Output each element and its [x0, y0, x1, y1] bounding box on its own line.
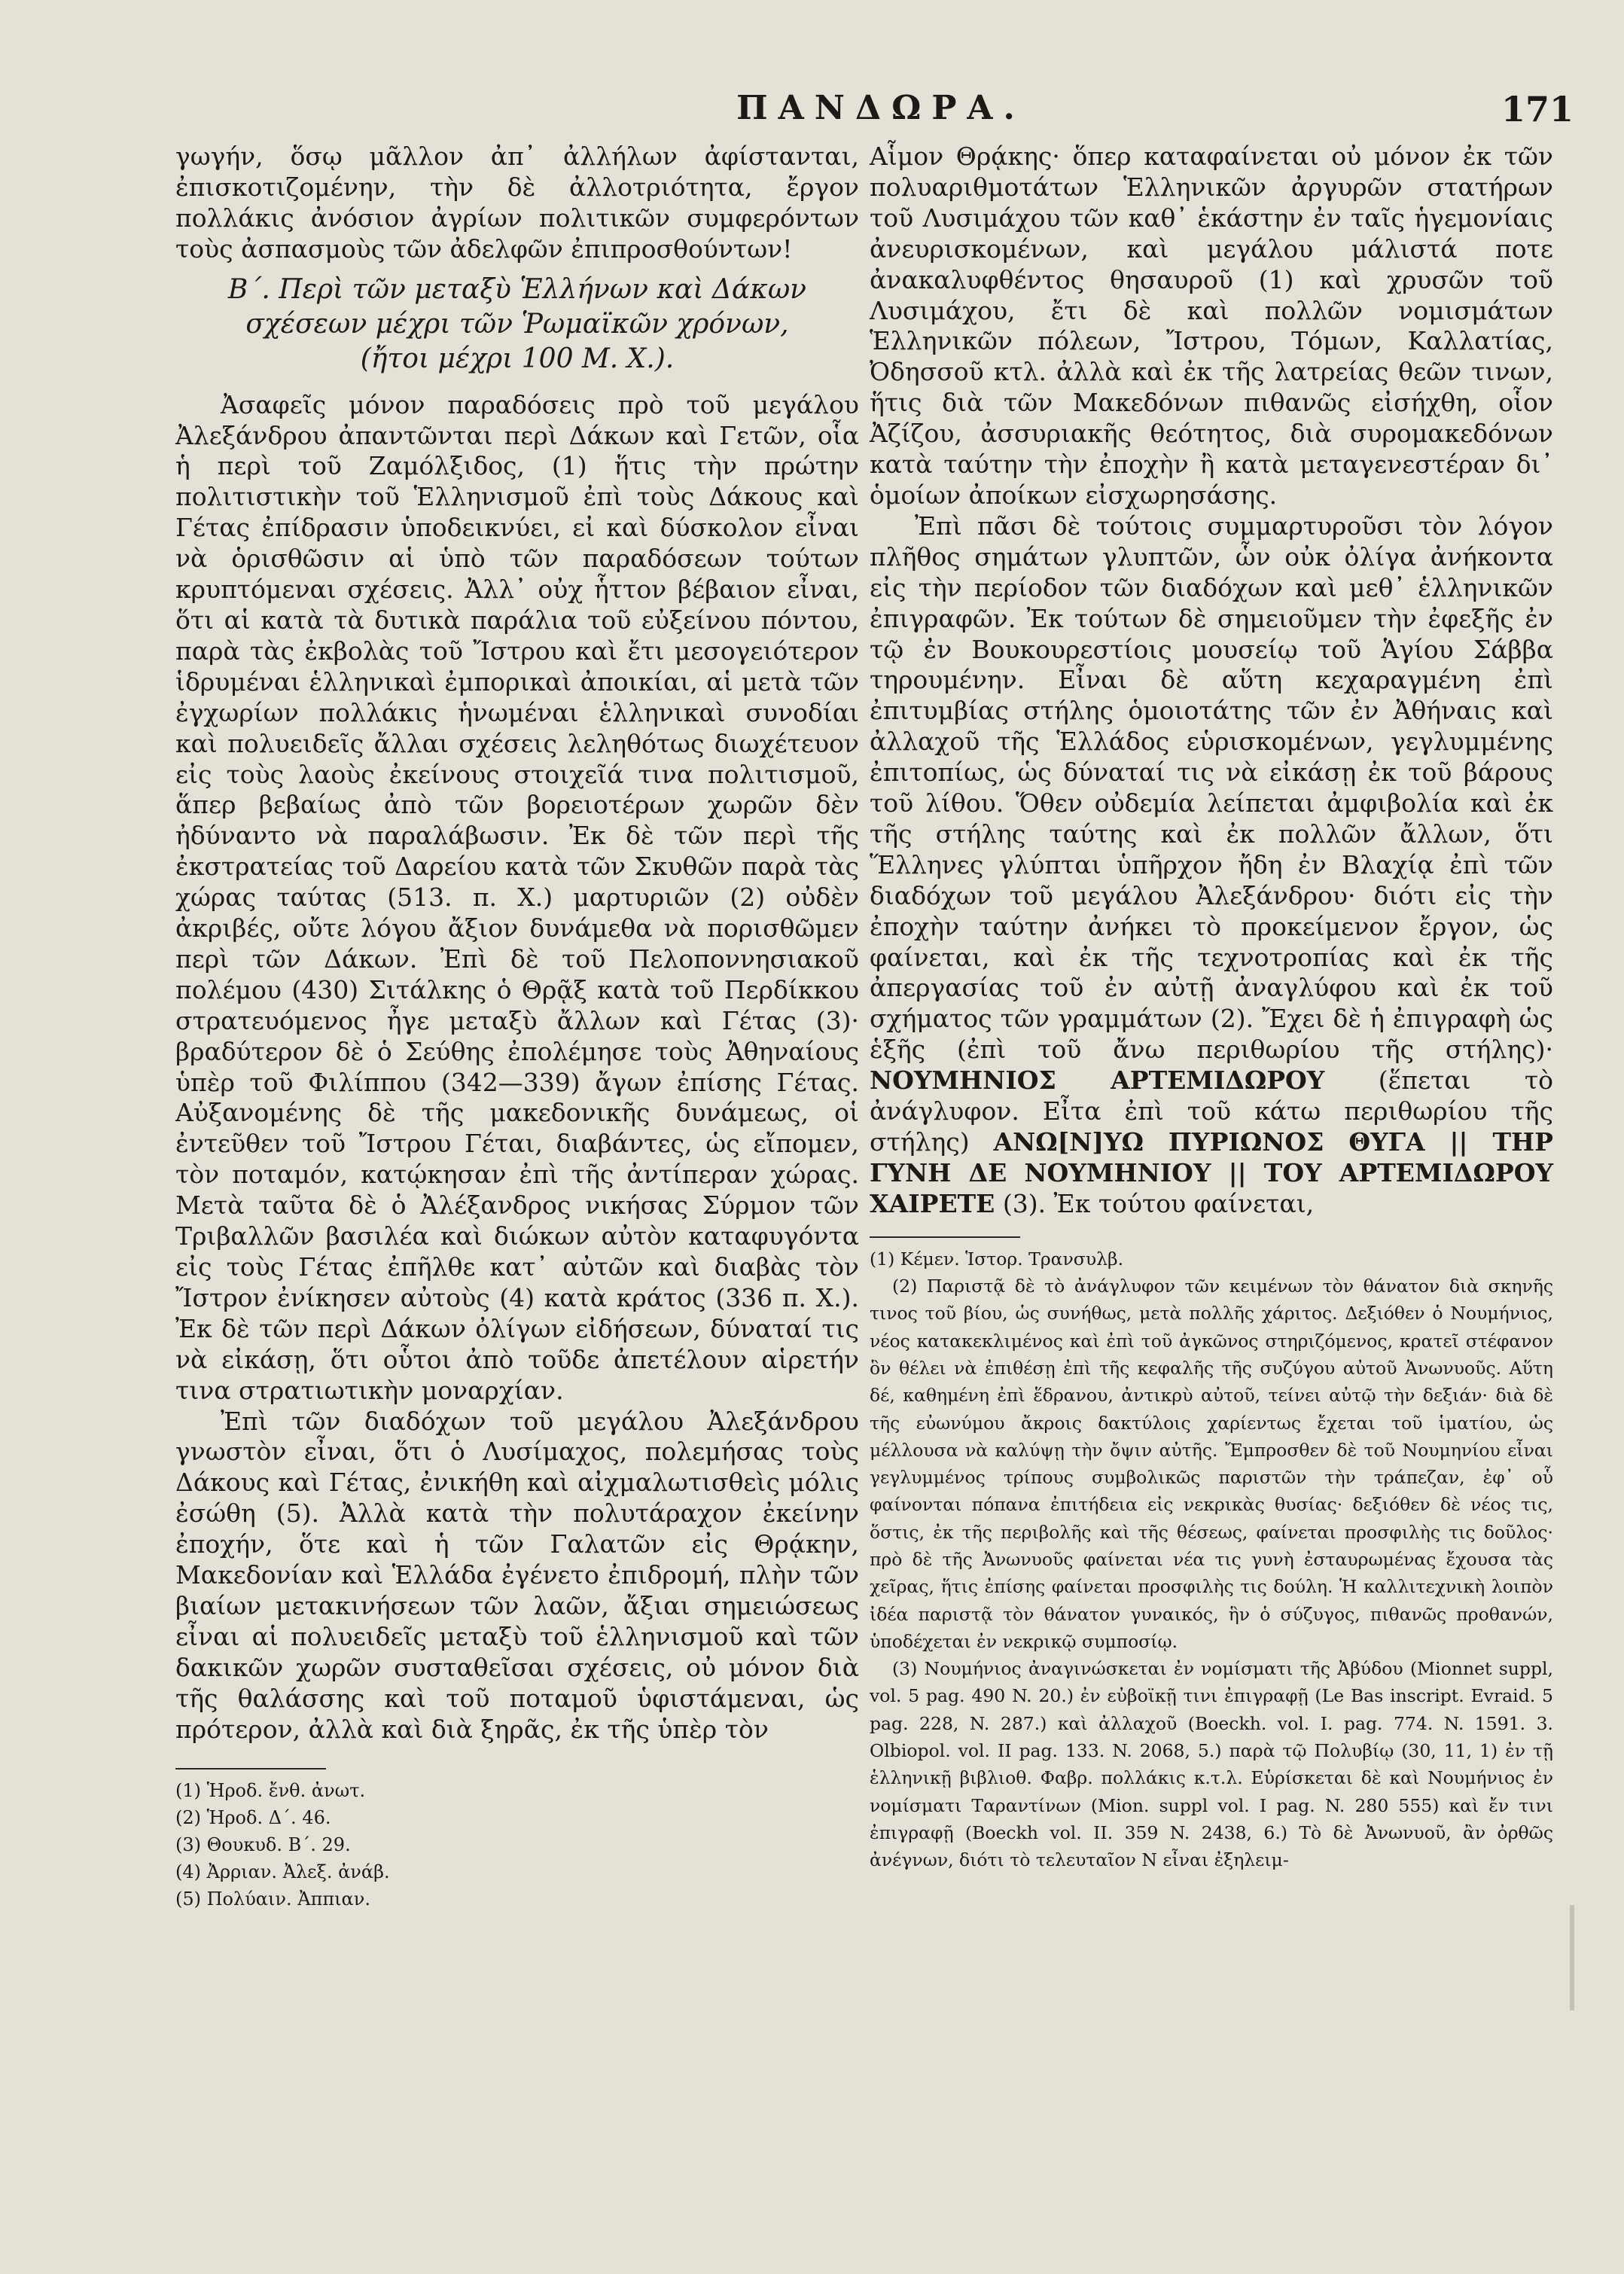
- left-column: [175, 142, 859, 1913]
- section-heading: [175, 273, 859, 376]
- page-header: [181, 89, 1581, 134]
- right-column: [870, 142, 1553, 1874]
- footnote: (5) Πολύαιν. Ἀππιαν.: [175, 1888, 370, 1910]
- paragraph-text: (ἕπεται τὸ ἀνάγλυφον. Εἶτα ἐπὶ τοῦ κάτω περιθωρίου τῆς στήλης): [870, 1065, 1553, 1157]
- section-heading-line-1: Β΄. Περὶ τῶν μεταξὺ Ἑλλήνων καὶ Δάκων: [227, 273, 807, 305]
- footnote: (4) Ἀρριαν. Ἀλεξ. ἀνάβ.: [175, 1861, 390, 1882]
- footnote: (3) Θουκυδ. Β΄. 29.: [175, 1834, 351, 1855]
- footnote: (2) Ἡροδ. Δ΄. 46.: [175, 1806, 331, 1828]
- section-heading-line-3: (ἤτοι μέχρι 100 Μ. Χ.).: [360, 343, 675, 374]
- paragraph-text: (3). Ἐκ τούτου φαίνεται,: [1002, 1188, 1315, 1218]
- page-number: 171: [1501, 89, 1574, 130]
- intro-paragraph: γωγήν, ὅσῳ μᾶλλον ἀπ᾽ ἀλλήλων ἀφίστανται, ἐπισκοτιζομένην, τὴν δὲ ἀλλοτριότητα, ἔργον πολλάκις ἀνόσιον ἀγρίων πολιτικῶν συμφερόντων τοὺς ἀσπασμοὺς τῶν ἀδελφῶν ἐπιπροσθούντων!: [175, 142, 859, 264]
- footnote: (1) Κέμεν. Ἱστορ. Τρανσυλβ.: [870, 1248, 1124, 1270]
- footnote-divider: [175, 1768, 326, 1770]
- body-paragraph: Αἷμον Θρᾴκης· ὅπερ καταφαίνεται οὐ μόνον ἐκ τῶν πολυαριθμοτάτων Ἑλληνικῶν ἀργυρῶν στατήρων τοῦ Λυσιμάχου τῶν καθ᾽ ἑκάστην ἐν ταῖς ἡγεμονίαις ἀνευρισκομένων, καὶ μεγάλου μάλιστά ποτε ἀνακαλυφθέντος θησαυροῦ (1) καὶ χρυσῶν τοῦ Λυσιμάχου, ἔτι δὲ καὶ πολλῶν νομισμάτων Ἑλληνικῶν πόλεων, Ἴστρου, Τόμων, Καλλατίας, Ὀδησσοῦ κτλ. ἀλλὰ καὶ ἐκ τῆς λατρείας θεῶν τινων, ἥτις διὰ τῶν Μακεδόνων πιθανῶς εἰσήχθη, οἷον Ἀζίζου, ἀσσυριακῆς θεότητος, διὰ συρομακεδόνων κατὰ ταύτην τὴν ἐποχὴν ἢ κατὰ μεταγενεστέραν δι᾽ ὁμοίων ἀποίκων εἰσχωρησάσης.: [870, 142, 1553, 510]
- section-heading-line-2: σχέσεων μέχρι τῶν Ῥωμαϊκῶν χρόνων,: [245, 308, 789, 340]
- scan-artifact: [1570, 1905, 1574, 2010]
- inscription-upper: ΝΟΥΜΗΝΙΟΣ ΑΡΤΕΜΙΔΩΡΟΥ: [870, 1065, 1325, 1096]
- footnotes-left: [175, 1777, 859, 1913]
- paragraph-text: Ἐπὶ πᾶσι δὲ τούτοις συμμαρτυροῦσι τὸν λόγον πλῆθος σημάτων γλυπτῶν, ὧν οὐκ ὀλίγα ἀνήκοντα εἰς τὴν περίοδον τῶν διαδόχων καὶ μεθ᾽ ἑλληνικῶν ἐπιγραφῶν. Ἐκ τούτων δὲ σημειοῦμεν τὴν ἐφεξῆς ἐν τῷ ἐν Βουκουρεστίοις μουσείῳ τοῦ Ἁγίου Σάββα τηρουμένην. Εἶναι δὲ αὕτη κεχαραγμένη ἐπὶ ἐπιτυμβίας στήλης ὁμοιοτάτης τῶν ἐν Ἀθήναις καὶ ἀλλαχοῦ τῆς Ἑλλάδος εὑρισκομένων, γεγλυμμένης ἐπιτοπίως, ὡς δύναταί τις νὰ εἰκάσῃ ἐκ τοῦ βάρους τοῦ λίθου. Ὅθεν οὐδεμία λείπεται ἀμφιβολία καὶ ἐκ τῆς στήλης ταύτης καὶ ἐκ πολλῶν ἄλλων, ὅτι Ἕλληνες γλύπται ὑπῆρχον ἤδη ἐν Βλαχίᾳ ἐπὶ τῶν διαδόχων τοῦ μεγάλου Ἀλεξάνδρου· διότι εἰς τὴν ἐποχὴν ταύτην ἀνήκει τὸ προκείμενον ἔργον, ὡς φαίνεται, καὶ ἐκ τῆς τεχνοτροπίας καὶ ἐκ τῆς ἀπεργασίας τοῦ ἐν αὐτῇ ἀναγλύφου καὶ ἐκ τοῦ σχήματος τῶν γραμμάτων (2). Ἔχει δὲ ἡ ἐπιγραφὴ ὡς ἑξῆς (ἐπὶ τοῦ ἄνω περιθωρίου τῆς στήλης)·: [870, 511, 1553, 1065]
- body-paragraph: Ἀσαφεῖς μόνον παραδόσεις πρὸ τοῦ μεγάλου Ἀλεξάνδρου ἀπαντῶνται περὶ Δάκων καὶ Γετῶν, οἷα ἡ περὶ τοῦ Ζαμόλξιδος, (1) ἥτις τὴν πρώτην πολιτιστικὴν τοῦ Ἑλληνισμοῦ ἐπὶ τοὺς Δάκους καὶ Γέτας ἐπίδρασιν ὑποδεικνύει, εἰ καὶ δύσκολον εἶναι νὰ ὁρισθῶσιν αἱ ὑπὸ τῶν παραδόσεων τούτων κρυπτόμεναι σχέσεις. Ἀλλ᾽ οὐχ ἧττον βέβαιον εἶναι, ὅτι αἱ κατὰ τὰ δυτικὰ παράλια τοῦ εὐξείνου πόντου, παρὰ τὰς ἐκβολὰς τοῦ Ἴστρου καὶ ἔτι μεσογειότερον ἱδρυμέναι ἑλληνικαὶ ἐμπορικαὶ ἀποικίαι, αἱ μετὰ τῶν ἐγχωρίων πολλάκις ἡνωμέναι ἑλληνικαὶ συνοδίαι καὶ πολυειδεῖς ἄλλαι σχέσεις λεληθότως διωχέτευον εἰς τοὺς λαοὺς ἐκείνους στοιχεῖά τινα πολιτισμοῦ, ἅπερ βεβαίως ἀπὸ τῶν βορειοτέρων χωρῶν δὲν ἠδύναντο νὰ παραλάβωσιν. Ἐκ δὲ τῶν περὶ τῆς ἐκστρατείας τοῦ Δαρείου κατὰ τῶν Σκυθῶν παρὰ τὰς χώρας ταύτας (513. π. Χ.) μαρτυριῶν (2) οὐδὲν ἀκριβές, οὔτε λόγου ἄξιον δυνάμεθα νὰ πορισθῶμεν περὶ τῶν Δάκων. Ἐπὶ δὲ τοῦ Πελοποννησιακοῦ πολέμου (430) Σιτάλκης ὁ Θρᾷξ κατὰ τοῦ Περδίκκου στρατευόμενος ἦγε μεταξὺ ἄλλων καὶ Γέτας (3)· βραδύτερον δὲ ὁ Σεύθης ἐπολέμησε τοὺς Ἀθηναίους ὑπὲρ τοῦ Φιλίππου (342—339) ἄγων ἐπίσης Γέτας. Αὐξανομένης δὲ τῆς μακεδονικῆς δυνάμεως, οἱ ἐντεῦθεν τοῦ Ἴστρου Γέται, διαβάντες, ὡς εἴπομεν, τὸν ποταμόν, κατῴκησαν ἐπὶ τῆς ἀντίπεραν χώρας. Μετὰ ταῦτα δὲ ὁ Ἀλέξανδρος νικήσας Σύρμον τῶν Τριβαλλῶν βασιλέα καὶ διώκων αὐτὸν καταφυγόντα εἰς τοὺς Γέτας ἐπῆλθε κατ᾽ αὐτῶν καὶ διαβὰς τὸν Ἴστρον ἐνίκησεν αὐτοὺς (4) κατὰ κράτος (336 π. Χ.). Ἐκ δὲ τῶν περὶ Δάκων ὀλίγων εἰδήσεων, δύναταί τις νὰ εἰκάσῃ, ὅτι οὗτοι ἀπὸ τοῦδε ἀπετέλουν αἱρετήν τινα στρατιωτικὴν μοναρχίαν.: [175, 389, 859, 1405]
- footnote-divider: [870, 1236, 1020, 1238]
- inscription-lower: ΑΝΩ[Ν]ΥΩ ΠΥΡΙΩΝΟΣ ΘΥΓΑ || ΤΗΡ ΓΥΝΗ ΔΕ ΝΟΥΜΗΝΙΟΥ || ΤΟΥ ΑΡΤΕΜΙΔΩΡΟΥ ΧΑΙΡΕΤΕ: [870, 1127, 1553, 1218]
- running-title: ΠΑΝΔΩΡΑ.: [736, 89, 1025, 127]
- footnotes-right: [870, 1245, 1553, 1874]
- footnote: (2) Παριστᾷ δὲ τὸ ἀνάγλυφον τῶν κειμένων τὸν θάνατον διὰ σκηνῆς τινος τοῦ βίου, ὡς συνήθως, μετὰ πολλῆς χάριτος. Δεξιόθεν ὁ Νουμήνιος, νέος κατακεκλιμένος καὶ ἐπὶ τοῦ ἀγκῶνος στηριζόμενος, κρατεῖ στέφανον ὃν θέλει νὰ ἐπιθέσῃ ἐπὶ τῆς κεφαλῆς τῆς συζύγου αὐτοῦ Ἀνωνυοῦς. Αὕτη δέ, καθημένη ἐπὶ ἕδρανου, ἀντικρὺ αὐτοῦ, τείνει αὐτῷ τὴν δεξιάν· διὰ δὲ τῆς εὐωνύμου ἄκροις δακτύλοις χαρίεντως ἔχεται τοῦ ἱματίου, ὡς μέλλουσα νὰ καλύψῃ τὴν ὄψιν αὐτῆς. Ἔμπροσθεν δὲ τοῦ Νουμηνίου εἶναι γεγλυμμένος τρίπους συμβολικῶς παριστῶν τὴν τράπεζαν, ἐφ᾽ οὗ φαίνονται πόπανα ἐπιτήδεια εἰς νεκρικὰς θυσίας· δεξιόθεν δὲ νέος τις, ὅστις, ἐκ τῆς περιβολῆς καὶ τῆς θέσεως, φαίνεται προσφιλὴς τις δοῦλος· πρὸ δὲ τῆς Ἀνωνυοῦς φαίνεται νέα τις γυνὴ ἐσταυρωμένας ἔχουσα τὰς χεῖρας, ἥτις ἐπίσης φαίνεται προσφιλὴς τις δούλη. Ἡ καλλιτεχνικὴ λοιπὸν ἰδέα παριστᾷ τὸν θάνατον γυναικός, ἣν ὁ σύζυγος, πιθανῶς προθανών, ὑποδέχεται ἐν νεκρικῷ συμποσίῳ.: [870, 1276, 1553, 1652]
- footnote: (3) Νουμήνιος ἀναγινώσκεται ἐν νομίσματι τῆς Ἀβύδου (Mionnet suppl, vol. 5 pag. 490 N. 20.) ἐν εὐβοϊκῇ τινι ἐπιγραφῇ (Le Bas inscript. Evraid. 5 pag. 228, N. 287.) καὶ ἀλλαχοῦ (Boeckh. vol. I. pag. 774. N. 1591. 3. Olbiopol. vol. II pag. 133. N. 2068, 5.) παρὰ τῷ Πολυβίῳ (30, 11, 1) ἐν τῇ ἑλληνικῇ βιβλιοθ. Φαβρ. πολλάκις κ.τ.λ. Εὑρίσκεται δὲ καὶ Νουμήνιος ἐν νομίσματι Ταραντίνων (Mion. suppl vol. I pag. N. 280 555) καὶ ἔν τινι ἐπιγραφῇ (Boeckh vol. II. 359 N. 2438, 6.) Τὸ δὲ Ἀνωνυοῦ, ἂν ὀρθῶς ἀνέγνων, διότι τὸ τελευταῖον Ν εἶναι ἐξηλειμ-: [870, 1658, 1553, 1871]
- footnote: (1) Ἡροδ. ἔνθ. ἀνωτ.: [175, 1779, 366, 1801]
- body-paragraph: Ἐπὶ τῶν διαδόχων τοῦ μεγάλου Ἀλεξάνδρου γνωστὸν εἶναι, ὅτι ὁ Λυσίμαχος, πολεμήσας τοὺς Δάκους καὶ Γέτας, ἐνικήθη καὶ αἰχμαλωτισθεὶς μόλις ἐσώθη (5). Ἀλλὰ κατὰ τὴν πολυτάραχον ἐκείνην ἐποχήν, ὅτε καὶ ἡ τῶν Γαλατῶν εἰς Θρᾴκην, Μακεδονίαν καὶ Ἑλλάδα ἐγένετο ἐπιδρομή, πλὴν τῶν βιαίων μετακινήσεων τῶν λαῶν, ἄξιαι σημειώσεως εἶναι αἱ πολυειδεῖς μεταξὺ τοῦ ἑλληνισμοῦ καὶ τῶν δακικῶν χωρῶν συσταθεῖσαι σχέσεις, οὐ μόνον διὰ τῆς θαλάσσης καὶ τοῦ ποταμοῦ ὑφιστάμεναι, ὡς πρότερον, ἀλλὰ καὶ διὰ ξηρᾶς, ἐκ τῆς ὑπὲρ τὸν: [175, 1406, 859, 1744]
- body-paragraph-inscription: [870, 511, 1553, 1220]
